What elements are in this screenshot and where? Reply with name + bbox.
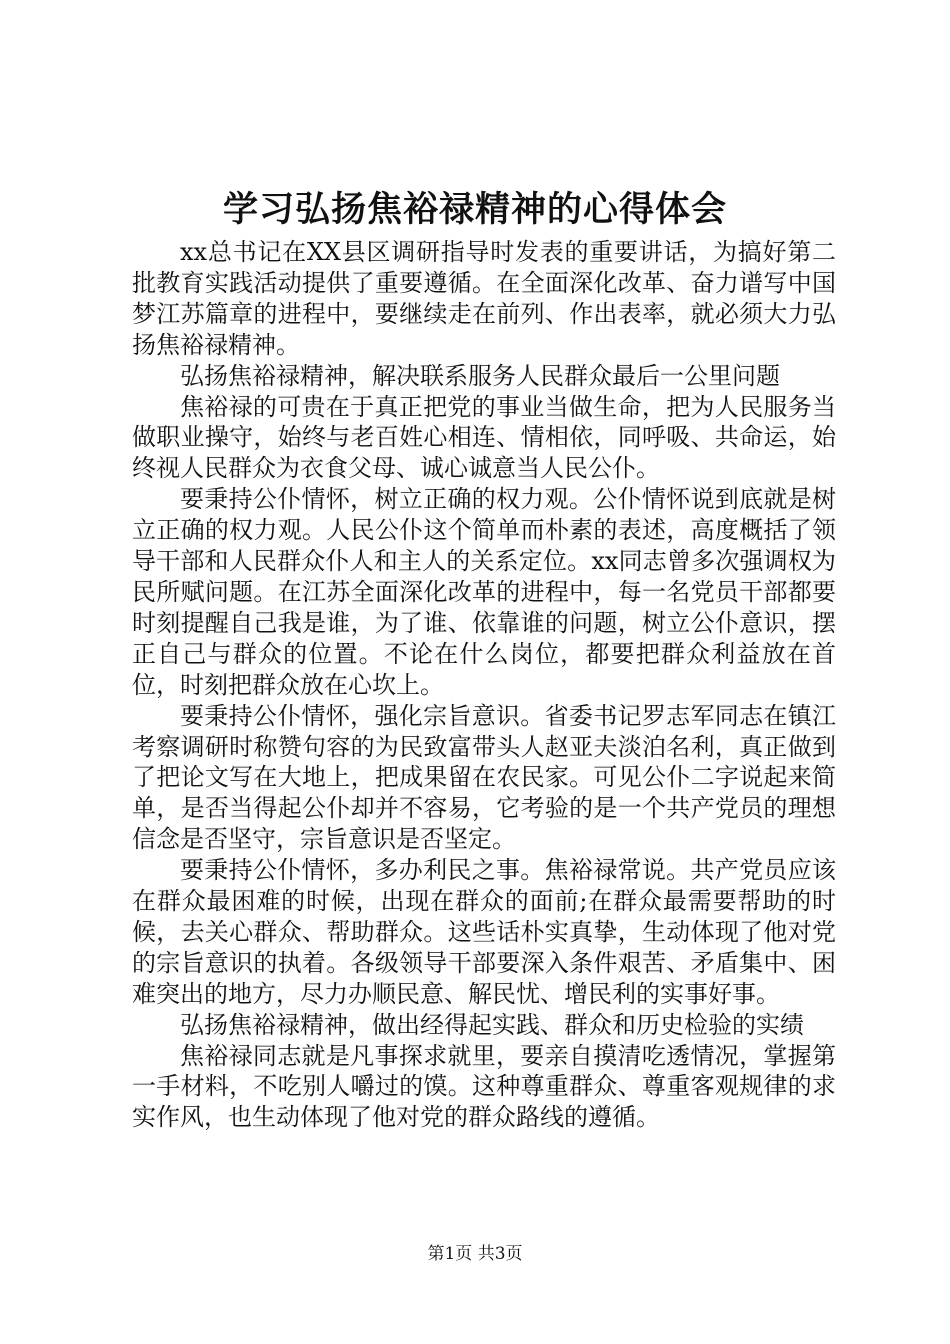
paragraph: 焦裕禄同志就是凡事探求就里，要亲自摸清吃透情况，掌握第一手材料，不吃别人嚼过的馍。这种尊重群众、尊重客观规律的求实作风，也生动体现了他对党的群众路线的遵循。 [132,1041,836,1132]
paragraph: 焦裕禄的可贵在于真正把党的事业当做生命，把为人民服务当做职业操守，始终与老百姓心相连、情相依，同呼吸、共命运，始终视人民群众为衣食父母、诚心诚意当人民公仆。 [132,392,836,483]
paragraph: 要秉持公仆情怀，多办利民之事。焦裕禄常说。共产党员应该在群众最困难的时候，出现在群众的面前;在群众最需要帮助的时候，去关心群众、帮助群众。这些话朴实真挚，生动体现了他对党的宗旨意识的执着。各级领导干部要深入条件艰苦、矛盾集中、困难突出的地方，尽力办顺民意、解民忧、增民利的实事好事。 [132,856,836,1008]
page-number-footer: 第1页 共3页 [427,1244,523,1264]
paragraph: 要秉持公仆情怀，树立正确的权力观。公仆情怀说到底就是树立正确的权力观。人民公仆这个简单而朴素的表述，高度概括了领导干部和人民群众仆人和主人的关系定位。xx同志曾多次强调权为民所赋问题。在江苏全面深化改革的进程中，每一名党员干部都要时刻提醒自己我是谁，为了谁、依靠谁的问题，树立公仆意识，摆正自己与群众的位置。不论在什么岗位，都要把群众利益放在首位，时刻把群众放在心坎上。 [132,485,836,699]
paragraph-intro: xx总书记在XX县区调研指导时发表的重要讲话，为搞好第二批教育实践活动提供了重要遵循。在全面深化改革、奋力谱写中国梦江苏篇章的进程中，要继续走在前列、作出表率，就必须大力弘扬焦裕禄精神。 [132,238,836,359]
section-heading-1: 弘扬焦裕禄精神，解决联系服务人民群众最后一公里问题 [180,361,780,390]
section-heading-2: 弘扬焦裕禄精神，做出经得起实践、群众和历史检验的实绩 [180,1010,804,1039]
document-title: 学习弘扬焦裕禄精神的心得体会 [222,189,727,230]
document-body [132,237,836,1133]
paragraph: 要秉持公仆情怀，强化宗旨意识。省委书记罗志军同志在镇江考察调研时称赞句容的为民致富带头人赵亚夫淡泊名利，真正做到了把论文写在大地上，把成果留在农民家。可见公仆二字说起来简单，是否当得起公仆却并不容易，它考验的是一个共产党员的理想信念是否坚守，宗旨意识是否坚定。 [132,701,836,854]
